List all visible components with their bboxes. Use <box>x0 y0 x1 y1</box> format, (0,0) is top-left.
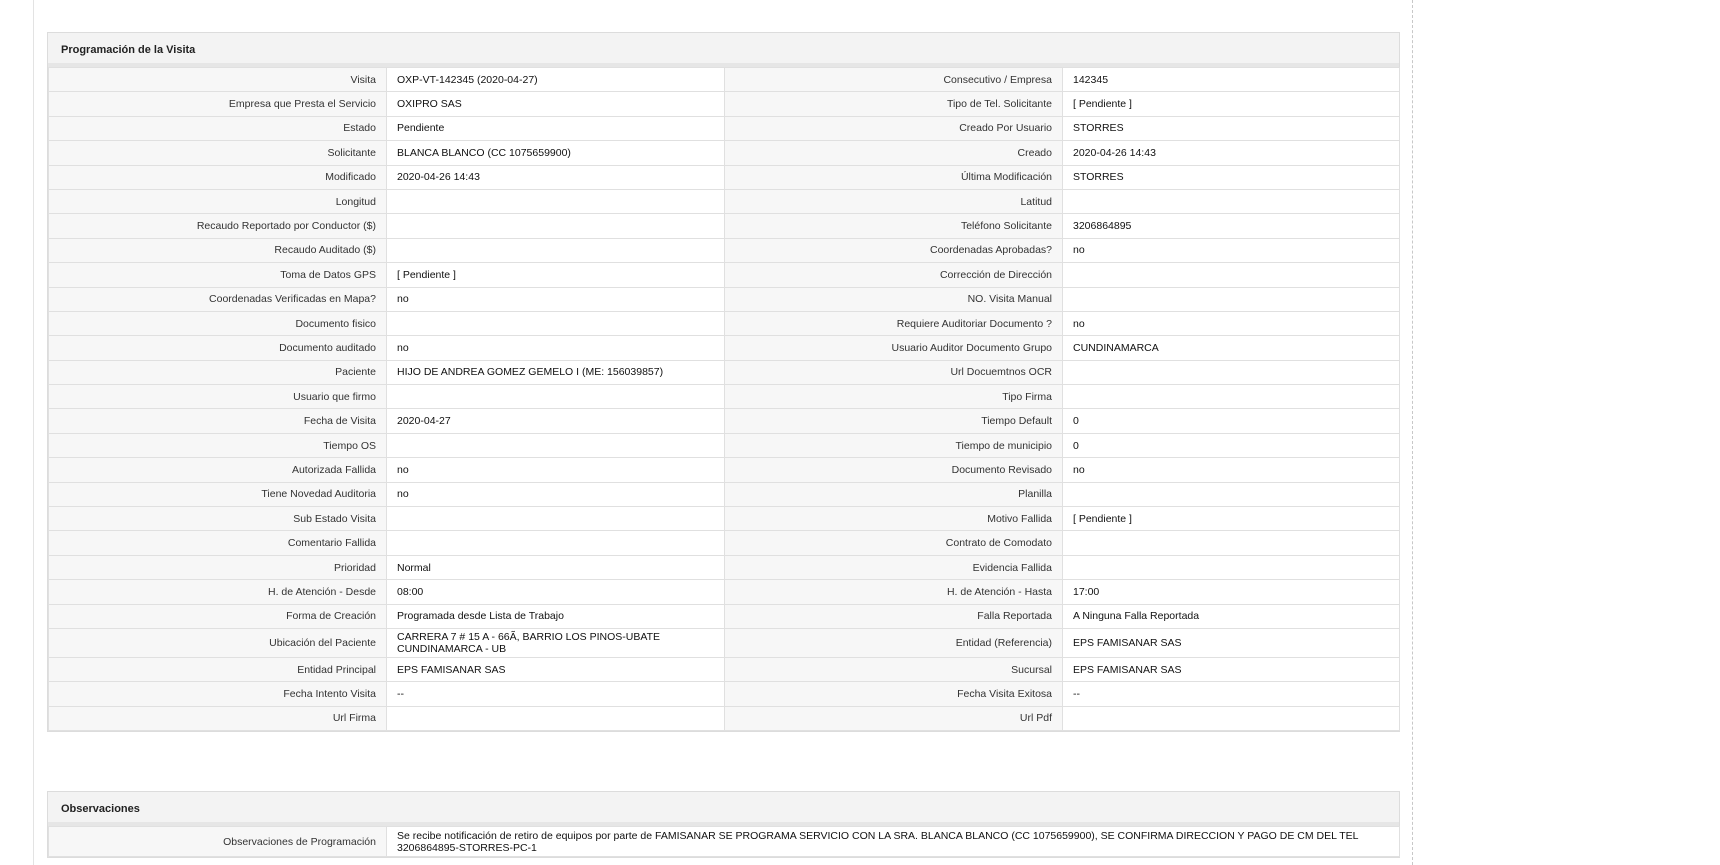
field-value <box>387 433 725 457</box>
field-value <box>1063 531 1400 555</box>
field-label: Teléfono Solicitante <box>725 214 1063 238</box>
table-row <box>49 409 1400 433</box>
field-label: Paciente <box>49 360 387 384</box>
field-label: Creado Por Usuario <box>725 116 1063 140</box>
table-row <box>49 238 1400 262</box>
field-label: Coordenadas Verificadas en Mapa? <box>49 287 387 311</box>
field-label: Usuario que firmo <box>49 385 387 409</box>
table-row <box>49 336 1400 360</box>
field-label: Visita <box>49 68 387 92</box>
field-value <box>1063 385 1400 409</box>
table-row <box>49 68 1400 92</box>
field-label: Falla Reportada <box>725 604 1063 628</box>
field-label: Tipo Firma <box>725 385 1063 409</box>
field-label: Corrección de Dirección <box>725 263 1063 287</box>
field-label: Consecutivo / Empresa <box>725 68 1063 92</box>
field-value: 3206864895 <box>1063 214 1400 238</box>
field-value: 0 <box>1063 409 1400 433</box>
table-row <box>49 628 1400 657</box>
field-value: Programada desde Lista de Trabajo <box>387 604 725 628</box>
field-value: no <box>387 336 725 360</box>
field-value <box>387 531 725 555</box>
field-value: no <box>1063 238 1400 262</box>
field-label: Fecha Visita Exitosa <box>725 682 1063 706</box>
field-value <box>1063 555 1400 579</box>
field-label: Prioridad <box>49 555 387 579</box>
field-value <box>1063 263 1400 287</box>
field-value: EPS FAMISANAR SAS <box>1063 628 1400 657</box>
field-label: Autorizada Fallida <box>49 458 387 482</box>
field-value: 17:00 <box>1063 580 1400 604</box>
field-label: Documento auditado <box>49 336 387 360</box>
table-row <box>49 263 1400 287</box>
table-row <box>49 385 1400 409</box>
field-value: CUNDINAMARCA <box>1063 336 1400 360</box>
field-value: 142345 <box>1063 68 1400 92</box>
field-label: Motivo Fallida <box>725 507 1063 531</box>
field-value: Pendiente <box>387 116 725 140</box>
field-value: A Ninguna Falla Reportada <box>1063 604 1400 628</box>
field-value: no <box>387 482 725 506</box>
field-label: Empresa que Presta el Servicio <box>49 92 387 116</box>
field-value: no <box>1063 311 1400 335</box>
field-value <box>1063 287 1400 311</box>
observaciones-label: Observaciones de Programación <box>49 827 387 857</box>
field-value <box>387 507 725 531</box>
table-row <box>49 311 1400 335</box>
table-row <box>49 555 1400 579</box>
field-value <box>387 189 725 213</box>
field-label: Tiempo Default <box>725 409 1063 433</box>
field-value: no <box>387 458 725 482</box>
programacion-panel <box>47 32 1400 732</box>
field-label: Documento fisico <box>49 311 387 335</box>
field-value: 08:00 <box>387 580 725 604</box>
field-label: Planilla <box>725 482 1063 506</box>
field-label: Latitud <box>725 189 1063 213</box>
table-row <box>49 482 1400 506</box>
field-label: Creado <box>725 141 1063 165</box>
field-label: Url Firma <box>49 706 387 730</box>
field-label: Toma de Datos GPS <box>49 263 387 287</box>
field-label: Sub Estado Visita <box>49 507 387 531</box>
table-row <box>49 214 1400 238</box>
field-label: H. de Atención - Desde <box>49 580 387 604</box>
observaciones-value: Se recibe notificación de retiro de equipos por parte de FAMISANAR SE PROGRAMA SERVICIO CON LA SRA. BLANCA BLANCO (CC 1075659900), SE CONFIRMA DIRECCION Y PAGO DE CM DEL TEL 3206864895-STORRES-PC-1 <box>387 827 1400 857</box>
field-label: Contrato de Comodato <box>725 531 1063 555</box>
field-value <box>387 311 725 335</box>
field-value: HIJO DE ANDREA GOMEZ GEMELO I (ME: 156039857) <box>387 360 725 384</box>
field-label: Tiempo de municipio <box>725 433 1063 457</box>
table-row <box>49 116 1400 140</box>
field-value <box>387 238 725 262</box>
table-row <box>49 580 1400 604</box>
table-row <box>49 458 1400 482</box>
field-label: Tipo de Tel. Solicitante <box>725 92 1063 116</box>
field-value <box>1063 360 1400 384</box>
field-label: Modificado <box>49 165 387 189</box>
table-row <box>49 531 1400 555</box>
field-value: OXIPRO SAS <box>387 92 725 116</box>
table-row <box>49 433 1400 457</box>
table-row <box>49 706 1400 730</box>
field-value: OXP-VT-142345 (2020-04-27) <box>387 68 725 92</box>
field-label: Recaudo Auditado ($) <box>49 238 387 262</box>
table-row <box>49 287 1400 311</box>
field-label: Documento Revisado <box>725 458 1063 482</box>
field-value <box>1063 706 1400 730</box>
table-row <box>49 657 1400 681</box>
field-value: STORRES <box>1063 116 1400 140</box>
field-label: Comentario Fallida <box>49 531 387 555</box>
field-value <box>387 214 725 238</box>
field-label: Usuario Auditor Documento Grupo <box>725 336 1063 360</box>
field-label: Fecha de Visita <box>49 409 387 433</box>
field-label: Sucursal <box>725 657 1063 681</box>
field-label: Última Modificación <box>725 165 1063 189</box>
observaciones-table <box>48 826 1400 857</box>
field-label: Longitud <box>49 189 387 213</box>
table-row <box>49 604 1400 628</box>
field-value: 2020-04-27 <box>387 409 725 433</box>
field-value: STORRES <box>1063 165 1400 189</box>
field-value: EPS FAMISANAR SAS <box>1063 657 1400 681</box>
field-value: 2020-04-26 14:43 <box>387 165 725 189</box>
field-label: Fecha Intento Visita <box>49 682 387 706</box>
field-label: Solicitante <box>49 141 387 165</box>
table-row <box>49 141 1400 165</box>
field-label: Estado <box>49 116 387 140</box>
field-label: Url Pdf <box>725 706 1063 730</box>
field-label: Coordenadas Aprobadas? <box>725 238 1063 262</box>
field-label: Tiene Novedad Auditoria <box>49 482 387 506</box>
programacion-table <box>48 67 1400 731</box>
field-value <box>387 385 725 409</box>
table-row <box>49 682 1400 706</box>
table-row <box>49 360 1400 384</box>
field-value: [ Pendiente ] <box>1063 507 1400 531</box>
field-label: Ubicación del Paciente <box>49 628 387 657</box>
observaciones-title: Observaciones <box>48 792 1399 826</box>
programacion-title: Programación de la Visita <box>48 33 1399 67</box>
field-value: [ Pendiente ] <box>1063 92 1400 116</box>
table-row <box>49 827 1400 857</box>
field-value: EPS FAMISANAR SAS <box>387 657 725 681</box>
field-value <box>1063 189 1400 213</box>
table-row <box>49 165 1400 189</box>
field-label: Entidad (Referencia) <box>725 628 1063 657</box>
field-value: CARRERA 7 # 15 A - 66Ã, BARRIO LOS PINOS-UBATE CUNDINAMARCA - UB <box>387 628 725 657</box>
field-label: Evidencia Fallida <box>725 555 1063 579</box>
field-value: -- <box>387 682 725 706</box>
field-value: 2020-04-26 14:43 <box>1063 141 1400 165</box>
field-label: H. de Atención - Hasta <box>725 580 1063 604</box>
field-value <box>387 706 725 730</box>
page-left-border <box>33 0 34 865</box>
field-value: [ Pendiente ] <box>387 263 725 287</box>
field-value: no <box>387 287 725 311</box>
field-label: Url Docuemtnos OCR <box>725 360 1063 384</box>
field-label: Forma de Creación <box>49 604 387 628</box>
field-label: Entidad Principal <box>49 657 387 681</box>
field-value: Normal <box>387 555 725 579</box>
table-row <box>49 92 1400 116</box>
field-value: BLANCA BLANCO (CC 1075659900) <box>387 141 725 165</box>
field-label: Tiempo OS <box>49 433 387 457</box>
observaciones-panel <box>47 791 1400 858</box>
field-label: NO. Visita Manual <box>725 287 1063 311</box>
field-label: Requiere Auditoriar Documento ? <box>725 311 1063 335</box>
field-label: Recaudo Reportado por Conductor ($) <box>49 214 387 238</box>
field-value <box>1063 482 1400 506</box>
table-row <box>49 189 1400 213</box>
table-row <box>49 507 1400 531</box>
field-value: -- <box>1063 682 1400 706</box>
field-value: 0 <box>1063 433 1400 457</box>
field-value: no <box>1063 458 1400 482</box>
page-right-dashed-border <box>1412 0 1413 865</box>
